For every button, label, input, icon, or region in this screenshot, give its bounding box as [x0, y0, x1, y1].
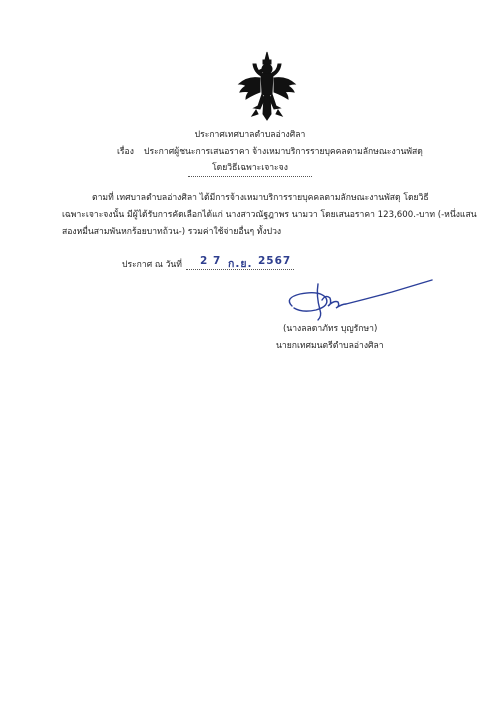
procurement-method: โดยวิธีเฉพาะเจาะจง — [212, 163, 288, 173]
signatory-name: (นางลลดาภัทร บุญรักษา) — [283, 324, 378, 334]
date-stamp-year: 2567 — [258, 255, 292, 267]
garuda-emblem-icon — [236, 50, 298, 122]
body-line-3: สองหมื่นสามพันหกร้อยบาทถ้วน-) รวมค่าใช้จ่ายอื่นๆ ทั้งปวง — [62, 227, 282, 237]
date-stamp-month: ก.ย. — [228, 258, 253, 270]
subject-label: เรื่อง — [117, 147, 134, 157]
date-stamp-day: 2 7 — [200, 255, 222, 267]
subject-text: ประกาศผู้ชนะการเสนอราคา จ้างเหมาบริการรายบุคคลตามลักษณะงานพัสดุ — [144, 147, 423, 157]
header-divider — [188, 176, 312, 177]
handwritten-signature — [280, 276, 440, 326]
body-line-2: เฉพาะเจาะจงนั้น มีผู้ได้รับการคัดเลือกได้แก่ นางสาวณัฐฎาพร นามวา โดยเสนอราคา 123,600.-บาท (-หนึ่งแสน — [62, 210, 477, 220]
signatory-title: นายกเทศมนตรีตำบลอ่างศิลา — [276, 341, 384, 351]
body-line-1: ตามที่ เทศบาลตำบลอ่างศิลา ได้มีการจ้างเหมาบริการรายบุคคลตามลักษณะงานพัสดุ โดยวิธี — [92, 193, 429, 203]
announce-date-label: ประกาศ ณ วันที่ — [122, 260, 182, 270]
organization-heading: ประกาศเทศบาลตำบลอ่างศิลา — [194, 130, 306, 140]
